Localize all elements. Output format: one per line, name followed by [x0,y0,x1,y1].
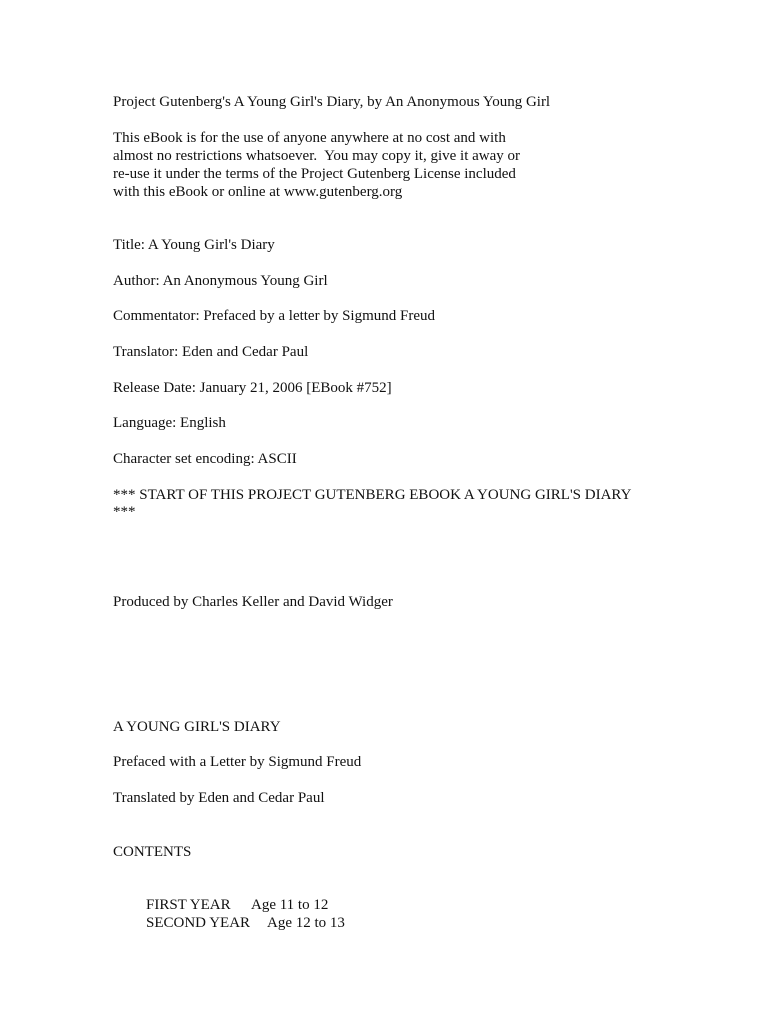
produced-by: Produced by Charles Keller and David Widger [113,594,393,610]
meta-author: Author: An Anonymous Young Girl [113,273,328,289]
book-preface: Prefaced with a Letter by Sigmund Freud [113,754,362,770]
meta-commentator: Commentator: Prefaced by a letter by Sigmund Freud [113,308,436,324]
license-line-2: almost no restrictions whatsoever. You may copy it, give it away or [113,148,521,164]
start-marker-line-1: *** START OF THIS PROJECT GUTENBERG EBOOK A YOUNG GIRL'S DIARY [113,487,632,503]
meta-title: Title: A Young Girl's Diary [113,237,275,253]
meta-release-date: Release Date: January 21, 2006 [EBook #752] [113,380,392,396]
meta-encoding: Character set encoding: ASCII [113,451,297,467]
book-translation: Translated by Eden and Cedar Paul [113,790,325,806]
contents-year: FIRST YEAR [146,897,231,913]
contents-age: Age 11 to 12 [251,897,329,913]
contents-age: Age 12 to 13 [267,915,345,931]
header-line: Project Gutenberg's A Young Girl's Diary, by An Anonymous Young Girl [113,94,551,110]
license-line-1: This eBook is for the use of anyone anywhere at no cost and with [113,130,506,146]
license-line-3: re-use it under the terms of the Project Gutenberg License included [113,166,516,182]
start-marker-line-2: *** [113,504,136,520]
license-line-4: with this eBook or online at www.gutenberg.org [113,184,403,200]
contents-year: SECOND YEAR [146,915,251,931]
book-title: A YOUNG GIRL'S DIARY [113,719,281,735]
contents-heading: CONTENTS [113,844,192,860]
meta-language: Language: English [113,415,226,431]
meta-translator: Translator: Eden and Cedar Paul [113,344,309,360]
contents-entry [131,896,345,950]
